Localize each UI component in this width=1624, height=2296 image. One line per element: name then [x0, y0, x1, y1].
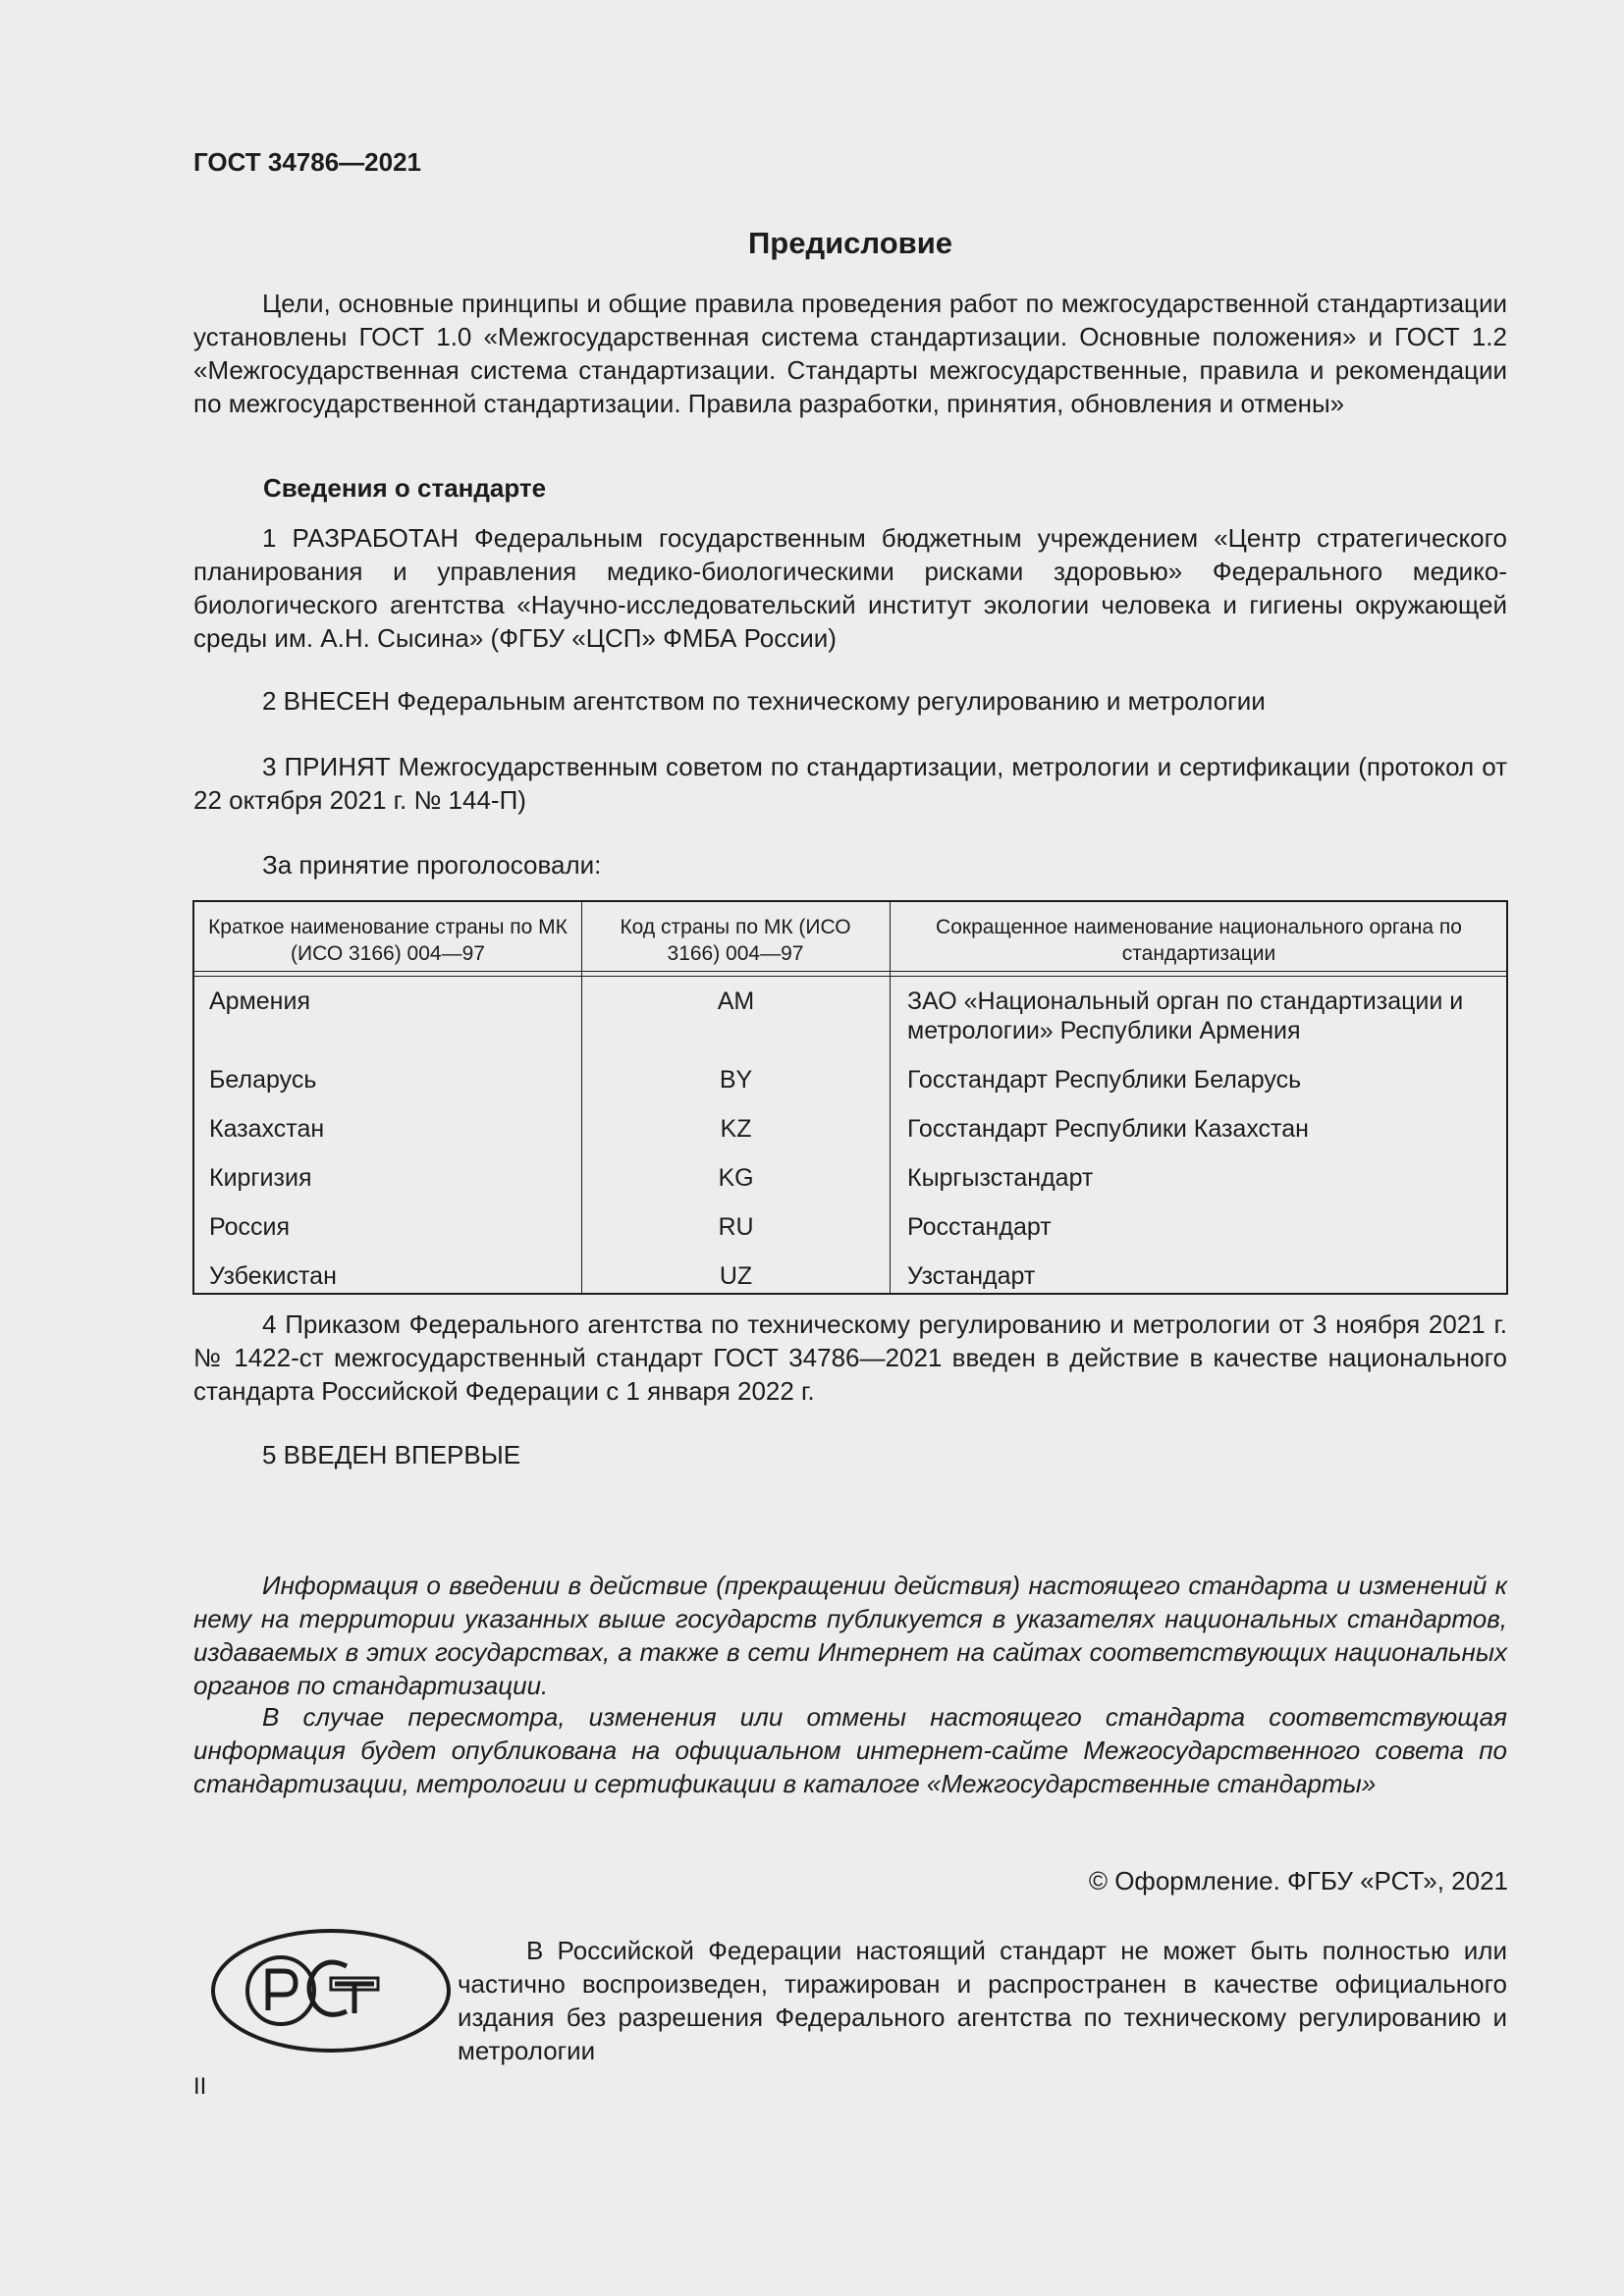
- document-code: ГОСТ 34786—2021: [193, 147, 421, 177]
- page-number: II: [193, 2073, 207, 2100]
- table-cell-country: Киргизия: [209, 1164, 312, 1192]
- item-first-time: 5 ВВЕДЕН ВПЕРВЫЕ: [262, 1440, 521, 1469]
- page-title: Предисловие: [747, 226, 952, 260]
- table-header-country: Краткое наименование страны по МК (ИСО 3166) 004—97: [208, 916, 568, 965]
- table-cell-country: Казахстан: [209, 1115, 325, 1143]
- table-cell-country: Армения: [209, 988, 310, 1015]
- column-divider: [890, 902, 891, 1293]
- table-cell-body: ЗАО «Национальный орган по стандартизации и метрологии» Республики Армения: [907, 988, 1464, 1044]
- table-header-code: Код страны по МК (ИСО 3166) 004—97: [620, 916, 851, 965]
- table-cell-code: BY: [719, 1066, 753, 1094]
- table-cell-body: Госстандарт Республики Беларусь: [907, 1066, 1302, 1094]
- copyright-line: © Оформление. ФГБУ «РСТ», 2021: [1088, 1866, 1508, 1896]
- info-heading: Сведения о стандарте: [263, 473, 547, 503]
- table-cell-code: KZ: [720, 1115, 752, 1143]
- countries-table: [192, 900, 1508, 1295]
- table-cell-country: Беларусь: [209, 1066, 317, 1094]
- notice-paragraph-1: Информация о введении в действие (прекращении действия) настоящего стандарта и изменений к нему на территории указанных выше государств публикуется в указателях национальных стандартов, издаваемых в этих государствах, а также в сети Интернет на сайтах соответствующих национальных органов по стандартизации.: [193, 1571, 1507, 1700]
- item-developed: 1 РАЗРАБОТАН Федеральным государственным бюджетным учреждением «Центр стратегического планирования и управления медико-биологическими рисками здоровью» Федерального медико-биологического агентства «Научно-исследовательский институт экологии человека и гигиены окружающей среды им. А.Н. Сысина» (ФГБУ «ЦСП» ФМБА России): [193, 523, 1507, 653]
- table-cell-country: Россия: [209, 1213, 290, 1241]
- item-submitted: 2 ВНЕСЕН Федеральным агентством по техническому регулированию и метрологии: [262, 686, 1266, 716]
- voted-label: За принятие проголосовали:: [262, 850, 602, 880]
- table-cell-code: AM: [717, 988, 755, 1015]
- table-cell-code: RU: [718, 1213, 754, 1241]
- notice-paragraph-2: В случае пересмотра, изменения или отмены настоящего стандарта соответствующая информация будет опубликована на официальном интернет-сайте Межгосударственного совета по стандартизации, метрологии и сертификации в каталоге «Межгосударственные стандарты»: [193, 1702, 1507, 1798]
- rights-notice: В Российской Федерации настоящий стандарт не может быть полностью или частично воспроизведен, тиражирован и распространен в качестве официального издания без разрешения Федерального агентства по техническому регулированию и метрологии: [458, 1936, 1507, 2065]
- item-adopted: 3 ПРИНЯТ Межгосударственным советом по стандартизации, метрологии и сертификации (протокол от 22 октября 2021 г. № 144-П): [193, 752, 1507, 815]
- table-cell-body: Кыргызстандарт: [907, 1164, 1094, 1192]
- table-cell-code: KG: [718, 1164, 754, 1192]
- table-header-body: Сокращенное наименование национального органа по стандартизации: [936, 916, 1462, 965]
- item-enacted: 4 Приказом Федерального агентства по техническому регулированию и метрологии от 3 ноября 2021 г. № 1422-ст межгосударственный стандарт ГОСТ 34786—2021 введен в действие в качестве национального стандарта Российской Федерации с 1 января 2022 г.: [193, 1309, 1507, 1406]
- header-divider: [194, 976, 1506, 977]
- rst-logo-icon: [209, 1927, 453, 2059]
- table-cell-country: Узбекистан: [209, 1262, 337, 1290]
- intro-paragraph: Цели, основные принципы и общие правила проведения работ по межгосударственной стандартизации установлены ГОСТ 1.0 «Межгосударственная система стандартизации. Основные положения» и ГОСТ 1.2 «Межгосударственная система стандартизации. Стандарты межгосударственные, правила и рекомендации по межгосударственной стандартизации. Правила разработки, принятия, обновления и отмены»: [193, 289, 1507, 418]
- table-cell-code: UZ: [719, 1262, 753, 1290]
- header-divider: [194, 971, 1506, 972]
- table-cell-body: Росстандарт: [907, 1213, 1052, 1241]
- table-cell-body: Госстандарт Республики Казахстан: [907, 1115, 1309, 1143]
- table-cell-body: Узстандарт: [907, 1262, 1036, 1290]
